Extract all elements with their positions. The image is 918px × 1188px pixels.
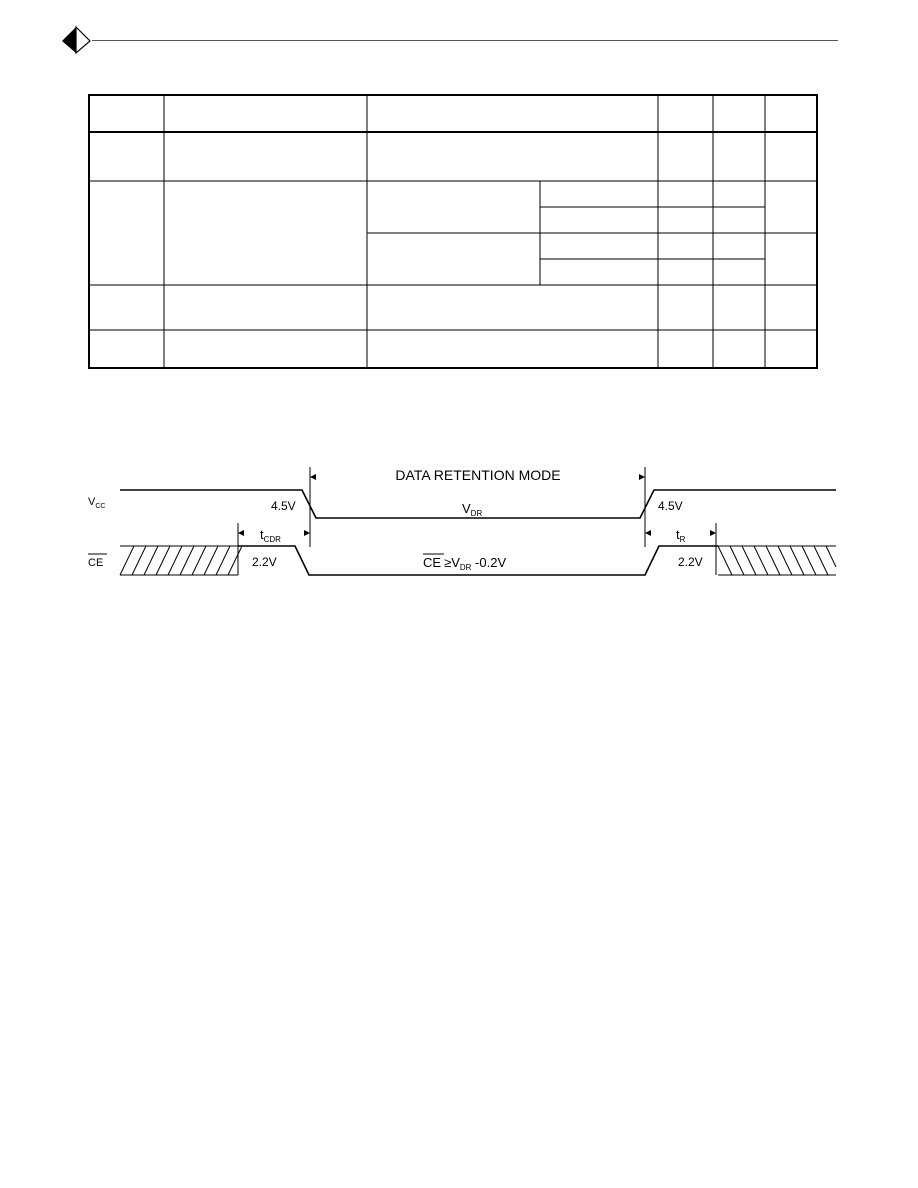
retention-left-arrow-icon — [310, 474, 316, 480]
ce-left-dont-care-region — [120, 546, 242, 575]
data-retention-timing-diagram — [80, 455, 850, 595]
ce-right-dont-care-region — [718, 546, 836, 575]
vcc-left-threshold-label: 4.5V — [271, 499, 296, 513]
tr-label: $t_R$ — [676, 527, 686, 544]
tcdr-left-arrow-icon — [238, 530, 244, 536]
tr-left-arrow-icon — [645, 530, 651, 536]
tr-right-arrow-icon — [710, 530, 716, 536]
ce-right-threshold-label: 2.2V — [678, 555, 703, 569]
ce-signal-label: CE — [88, 557, 104, 569]
spec-table — [88, 94, 818, 370]
ce-left-threshold-label: 2.2V — [252, 555, 277, 569]
vdr-label: $V_{DR}$ — [462, 501, 483, 518]
tcdr-label: $t_{CDR}$ — [260, 527, 281, 544]
vcc-right-threshold-label: 4.5V — [658, 499, 683, 513]
vcc-signal-label: $V_{CC}$ — [88, 496, 106, 510]
header-rule — [92, 40, 838, 41]
retention-right-arrow-icon — [639, 474, 645, 480]
data-retention-mode-title: DATA RETENTION MODE — [395, 467, 561, 483]
tcdr-right-arrow-icon — [304, 530, 310, 536]
ce-condition-label: CE $\ge V_{DR}$ -0.2V — [423, 555, 507, 572]
page-header — [0, 0, 918, 70]
company-logo-icon — [60, 25, 92, 55]
